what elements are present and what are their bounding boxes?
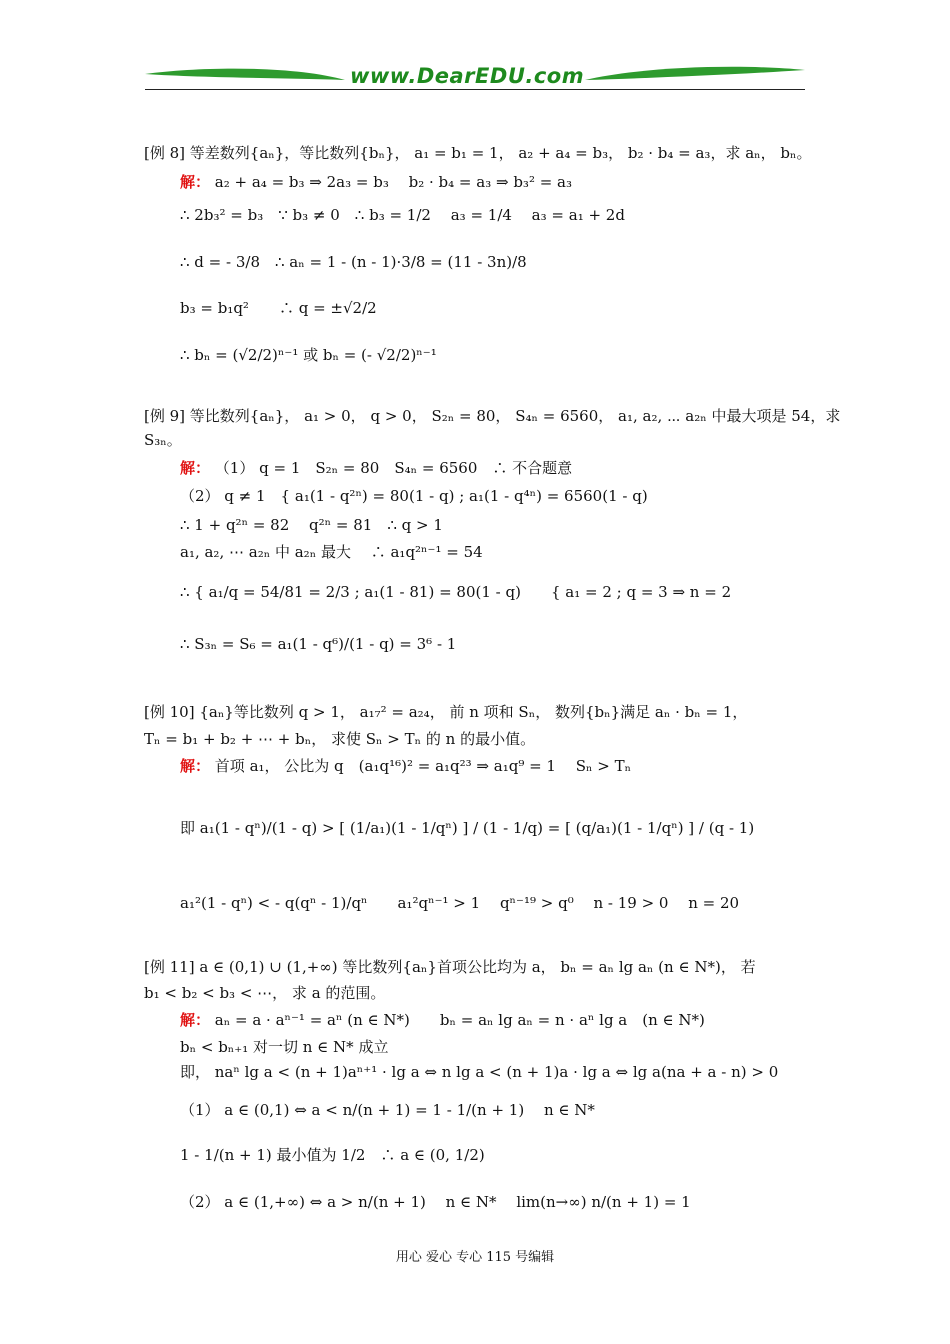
- example-11-solution-line-1: 解： aₙ = a · aⁿ⁻¹ = aⁿ (n ∈ N*) bₙ = aₙ lg aₙ = n · aⁿ lg a (n ∈ N*): [180, 1011, 705, 1029]
- example-9-solution-line-1: 解： （1） q = 1 S₂ₙ = 80 S₄ₙ = 6560 ∴ 不合题意: [180, 459, 573, 477]
- solution-label: 解：: [180, 757, 211, 775]
- example-8-solution-line-3: ∴ d = - 3/8 ∴ aₙ = 1 - (n - 1)·3/8 = (11 - 3n)/8: [180, 253, 527, 271]
- example-11-solution-line-3: 即， naⁿ lg a < (n + 1)aⁿ⁺¹ · lg a ⇔ n lg a < (n + 1)a · lg a ⇔ lg a(na + a - n) > 0: [180, 1063, 779, 1081]
- example-11-question-line-1: [例 11] a ∈ (0,1) ∪ (1,+∞) 等比数列{aₙ}首项公比均为 a， bₙ = aₙ lg aₙ (n ∈ N*)， 若: [144, 958, 756, 976]
- example-10-question-line-1: [例 10] {aₙ}等比数列 q > 1， a₁₇² = a₂₄， 前 n 项和 Sₙ， 数列{bₙ}满足 aₙ · bₙ = 1，: [144, 703, 748, 721]
- site-logo[interactable]: www.DearEDU.com: [350, 64, 585, 88]
- page-header: [145, 62, 805, 94]
- page-footer: 用心 爱心 专心 115 号编辑: [395, 1250, 555, 1265]
- example-8-solution-line-5: ∴ bₙ = (√2/2)ⁿ⁻¹ 或 bₙ = (- √2/2)ⁿ⁻¹: [180, 346, 437, 364]
- example-8-question: [例 8] 等差数列{aₙ}，等比数列{bₙ}， a₁ = b₁ = 1， a₂ + a₄ = b₃， b₂ · b₄ = a₃，求 aₙ， bₙ。: [144, 144, 812, 162]
- example-11-solution-line-5: 1 - 1/(n + 1) 最小值为 1/2 ∴ a ∈ (0, 1/2): [180, 1146, 485, 1164]
- example-10-solution-line-1: 解： 首项 a₁， 公比为 q (a₁q¹⁶)² = a₁q²³ ⇒ a₁q⁹ = 1 Sₙ > Tₙ: [180, 757, 632, 775]
- example-8-solution-line-4: b₃ = b₁q² ∴ q = ±√2/2: [180, 299, 377, 317]
- example-10-solution-line-2: 即 a₁(1 - qⁿ)/(1 - q) > [ (1/a₁)(1 - 1/qⁿ) ] / (1 - 1/q) = [ (q/a₁)(1 - 1/qⁿ) ] / (q - 1): [180, 819, 755, 837]
- example-9-question-line-1: [例 9] 等比数列{aₙ}， a₁ > 0， q > 0， S₂ₙ = 80， S₄ₙ = 6560， a₁, a₂, ⋯ a₂ₙ 中最大项是 54，求: [144, 407, 841, 425]
- example-10-solution-line-3: a₁²(1 - qⁿ) < - q(qⁿ - 1)/qⁿ a₁²qⁿ⁻¹ > 1 qⁿ⁻¹⁹ > q⁰ n - 19 > 0 n = 20: [180, 894, 740, 912]
- example-9-solution-line-4: a₁, a₂, ⋯ a₂ₙ 中 a₂ₙ 最大 ∴ a₁q²ⁿ⁻¹ = 54: [180, 543, 483, 561]
- solution-label: 解：: [180, 459, 211, 477]
- solution-label: 解：: [180, 1011, 211, 1029]
- example-11-question-line-2: b₁ < b₂ < b₃ < ⋯， 求 a 的范围。: [144, 984, 386, 1002]
- example-11-solution-line-2: bₙ < bₙ₊₁ 对一切 n ∈ N* 成立: [180, 1038, 389, 1056]
- solution-label: 解：: [180, 173, 211, 191]
- example-9-solution-line-2: （2） q ≠ 1 { a₁(1 - q²ⁿ) = 80(1 - q) ; a₁(1 - q⁴ⁿ) = 6560(1 - q): [180, 487, 648, 505]
- example-10-question-line-2: Tₙ = b₁ + b₂ + ⋯ + bₙ， 求使 Sₙ > Tₙ 的 n 的最小值。: [144, 730, 536, 748]
- header-rule: [145, 89, 805, 90]
- example-11-solution-line-6: （2） a ∈ (1,+∞) ⇔ a > n/(n + 1) n ∈ N* lim(n→∞) n/(n + 1) = 1: [180, 1193, 691, 1211]
- example-8-solution-line-1: 解： a₂ + a₄ = b₃ ⇒ 2a₃ = b₃ b₂ · b₄ = a₃ ⇒ b₃² = a₃: [180, 173, 573, 191]
- example-11-solution-line-4: （1） a ∈ (0,1) ⇔ a < n/(n + 1) = 1 - 1/(n + 1) n ∈ N*: [180, 1101, 595, 1119]
- example-9-solution-line-6: ∴ S₃ₙ = S₆ = a₁(1 - q⁶)/(1 - q) = 3⁶ - 1: [180, 635, 457, 653]
- example-8-solution-line-2: ∴ 2b₃² = b₃ ∵ b₃ ≠ 0 ∴ b₃ = 1/2 a₃ = 1/4 a₃ = a₁ + 2d: [180, 206, 625, 224]
- example-9-question-line-2: S₃ₙ。: [144, 431, 182, 449]
- example-9-solution-line-3: ∴ 1 + q²ⁿ = 82 q²ⁿ = 81 ∴ q > 1: [180, 516, 443, 534]
- example-9-solution-line-5: ∴ { a₁/q = 54/81 = 2/3 ; a₁(1 - 81) = 80(1 - q) { a₁ = 2 ; q = 3 ⇒ n = 2: [180, 583, 732, 601]
